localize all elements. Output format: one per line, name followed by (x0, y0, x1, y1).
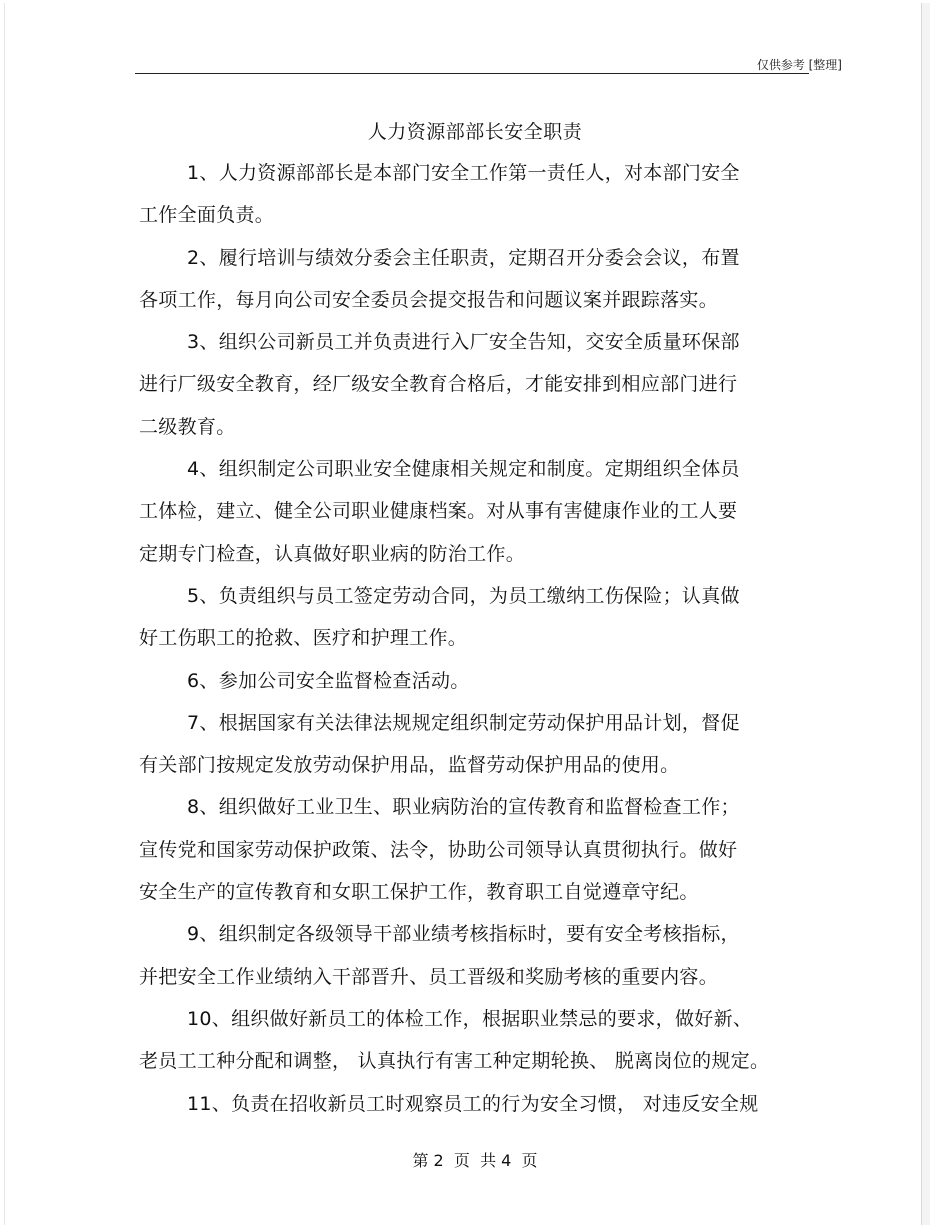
body-text-line: 11、负责在招收新员工时观察员工的行为安全习惯， 对违反安全规 (187, 1092, 759, 1115)
body-text-line: 老员工工种分配和调整， 认真执行有害工种定期轮换、 脱离岗位的规定。 (139, 1050, 770, 1073)
body-text-line: 宣传党和国家劳动保护政策、法令，协助公司领导认真贯彻执行。做好 (139, 838, 738, 861)
body-text-line: 3、组织公司新员工并负责进行入厂安全告知，交安全质量环保部 (187, 331, 740, 354)
body-text-line: 工体检，建立、健全公司职业健康档案。对从事有害健康作业的工人要 (139, 500, 738, 523)
body-text-line: 工作全面负责。 (139, 204, 275, 227)
body-text-line: 4、组织制定公司职业安全健康相关规定和制度。定期组织全体员 (187, 458, 740, 481)
body-text-line: 有关部门按规定发放劳动保护用品，监督劳动保护用品的使用。 (139, 754, 680, 777)
body-text-line: 各项工作，每月向公司安全委员会提交报告和问题议案并跟踪落实。 (139, 288, 719, 311)
document-title: 人力资源部部长安全职责 (367, 121, 583, 143)
body-text-line: 安全生产的宣传教育和女职工保护工作，教育职工自觉遵章守纪。 (139, 881, 699, 904)
body-text-line: 好工伤职工的抢救、医疗和护理工作。 (139, 627, 468, 650)
body-text-line: 6、参加公司安全监督检查活动。 (187, 669, 470, 692)
body-text-line: 9、组织制定各级领导干部业绩考核指标时，要有安全考核指标， (187, 923, 740, 946)
header-divider (135, 73, 809, 74)
body-text-line: 二级教育。 (139, 415, 236, 438)
body-text-line: 8、组织做好工业卫生、职业病防治的宣传教育和监督检查工作； (187, 796, 740, 819)
document-body (139, 152, 819, 1125)
page-footer: 第 2 页 共 4 页 (412, 1151, 538, 1170)
body-text-line: 5、负责组织与员工签定劳动合同，为员工缴纳工伤保险；认真做 (187, 584, 740, 607)
body-text-line: 10、组织做好新员工的体检工作，根据职业禁忌的要求，做好新、 (187, 1007, 753, 1030)
body-text-line: 2、履行培训与绩效分委会主任职责，定期召开分委会会议，布置 (187, 246, 740, 269)
body-text-line: 并把安全工作业绩纳入干部晋升、员工晋级和奖励考核的重要内容。 (139, 965, 719, 988)
body-text-line: 1、人力资源部部长是本部门安全工作第一责任人，对本部门安全 (187, 162, 740, 184)
body-text-line: 7、根据国家有关法律法规规定组织制定劳动保护用品计划，督促 (187, 711, 740, 734)
body-text-line: 进行厂级安全教育，经厂级安全教育合格后，才能安排到相应部门进行 (139, 373, 738, 396)
header-note: 仅供参考 [整理] (756, 58, 842, 72)
body-text-line: 定期专门检查，认真做好职业病的防治工作。 (139, 542, 526, 565)
